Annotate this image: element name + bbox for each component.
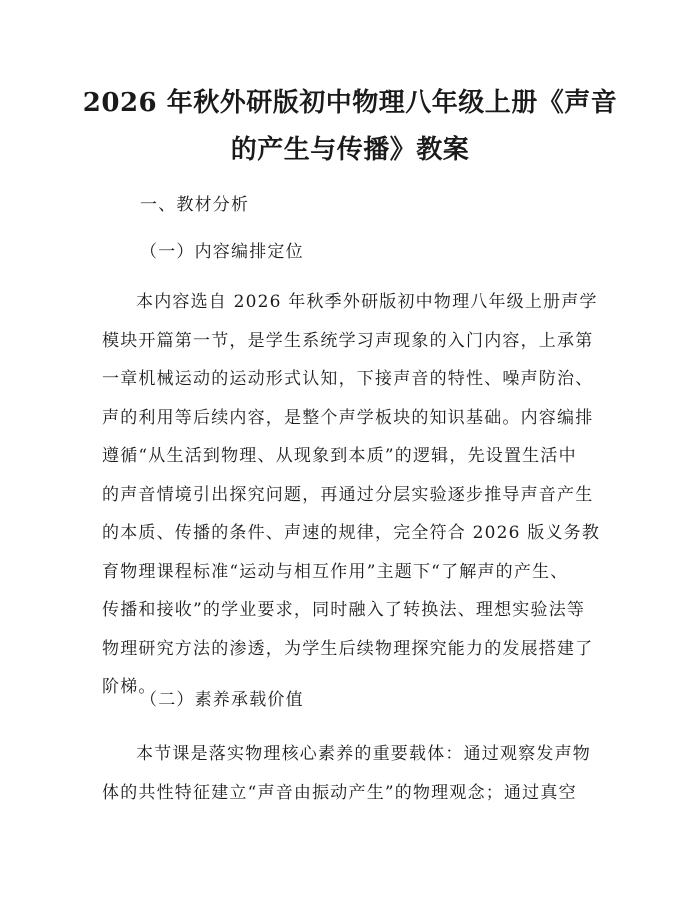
paragraph-line: 的本质、传播的条件、声速的规律，完全符合 2026 版义务教: [102, 523, 601, 543]
paragraph-line: 物理研究方法的渗透，为学生后续物理探究能力的发展搭建了: [102, 638, 594, 659]
paragraph-literacy-value: [102, 735, 602, 812]
paragraph-line: 声的利用等后续内容，是整个声学板块的知识基础。内容编排: [102, 407, 594, 428]
paragraph-line: 育物理课程标准“运动与相互作用”主题下“了解声的产生、: [102, 561, 569, 582]
paragraph-line: 遵循“从生活到物理、从现象到本质”的逻辑，先设置生活中: [102, 446, 577, 466]
paragraph-line: 模块开篇第一节，是学生系统学习声现象的入门内容，上承第: [102, 330, 594, 351]
subsection-heading-content-arrangement: （一）内容编排定位: [140, 242, 304, 262]
paragraph-line: 一章机械运动的运动形式认知，下接声音的特性、噪声防治、: [102, 369, 594, 389]
paragraph-line: 的声音情境引出探究问题，再通过分层实验逐步推导声音产生: [102, 484, 594, 505]
paragraph-line: 阶梯。: [102, 677, 157, 697]
paragraph-line: 本节课是落实物理核心素养的重要载体：通过观察发声物: [136, 744, 591, 764]
paragraph-line: 传播和接收”的学业要求，同时融入了转换法、理想实验法等: [102, 600, 586, 620]
document-title-line-1: 2026 年秋外研版初中物理八年级上册《声音: [82, 88, 618, 118]
paragraph-content-arrangement: [102, 283, 602, 707]
paragraph-line: 体的共性特征建立“声音由振动产生”的物理观念；通过真空: [102, 782, 577, 803]
document-title-line-2: 的产生与传播》教案: [230, 135, 470, 165]
section-heading-textbook-analysis: 一、教材分析: [140, 195, 250, 215]
paragraph-line: 本内容选自 2026 年秋季外研版初中物理八年级上册声学: [136, 292, 598, 312]
subsection-heading-literacy-value: （二）素养承载价值: [140, 690, 304, 710]
